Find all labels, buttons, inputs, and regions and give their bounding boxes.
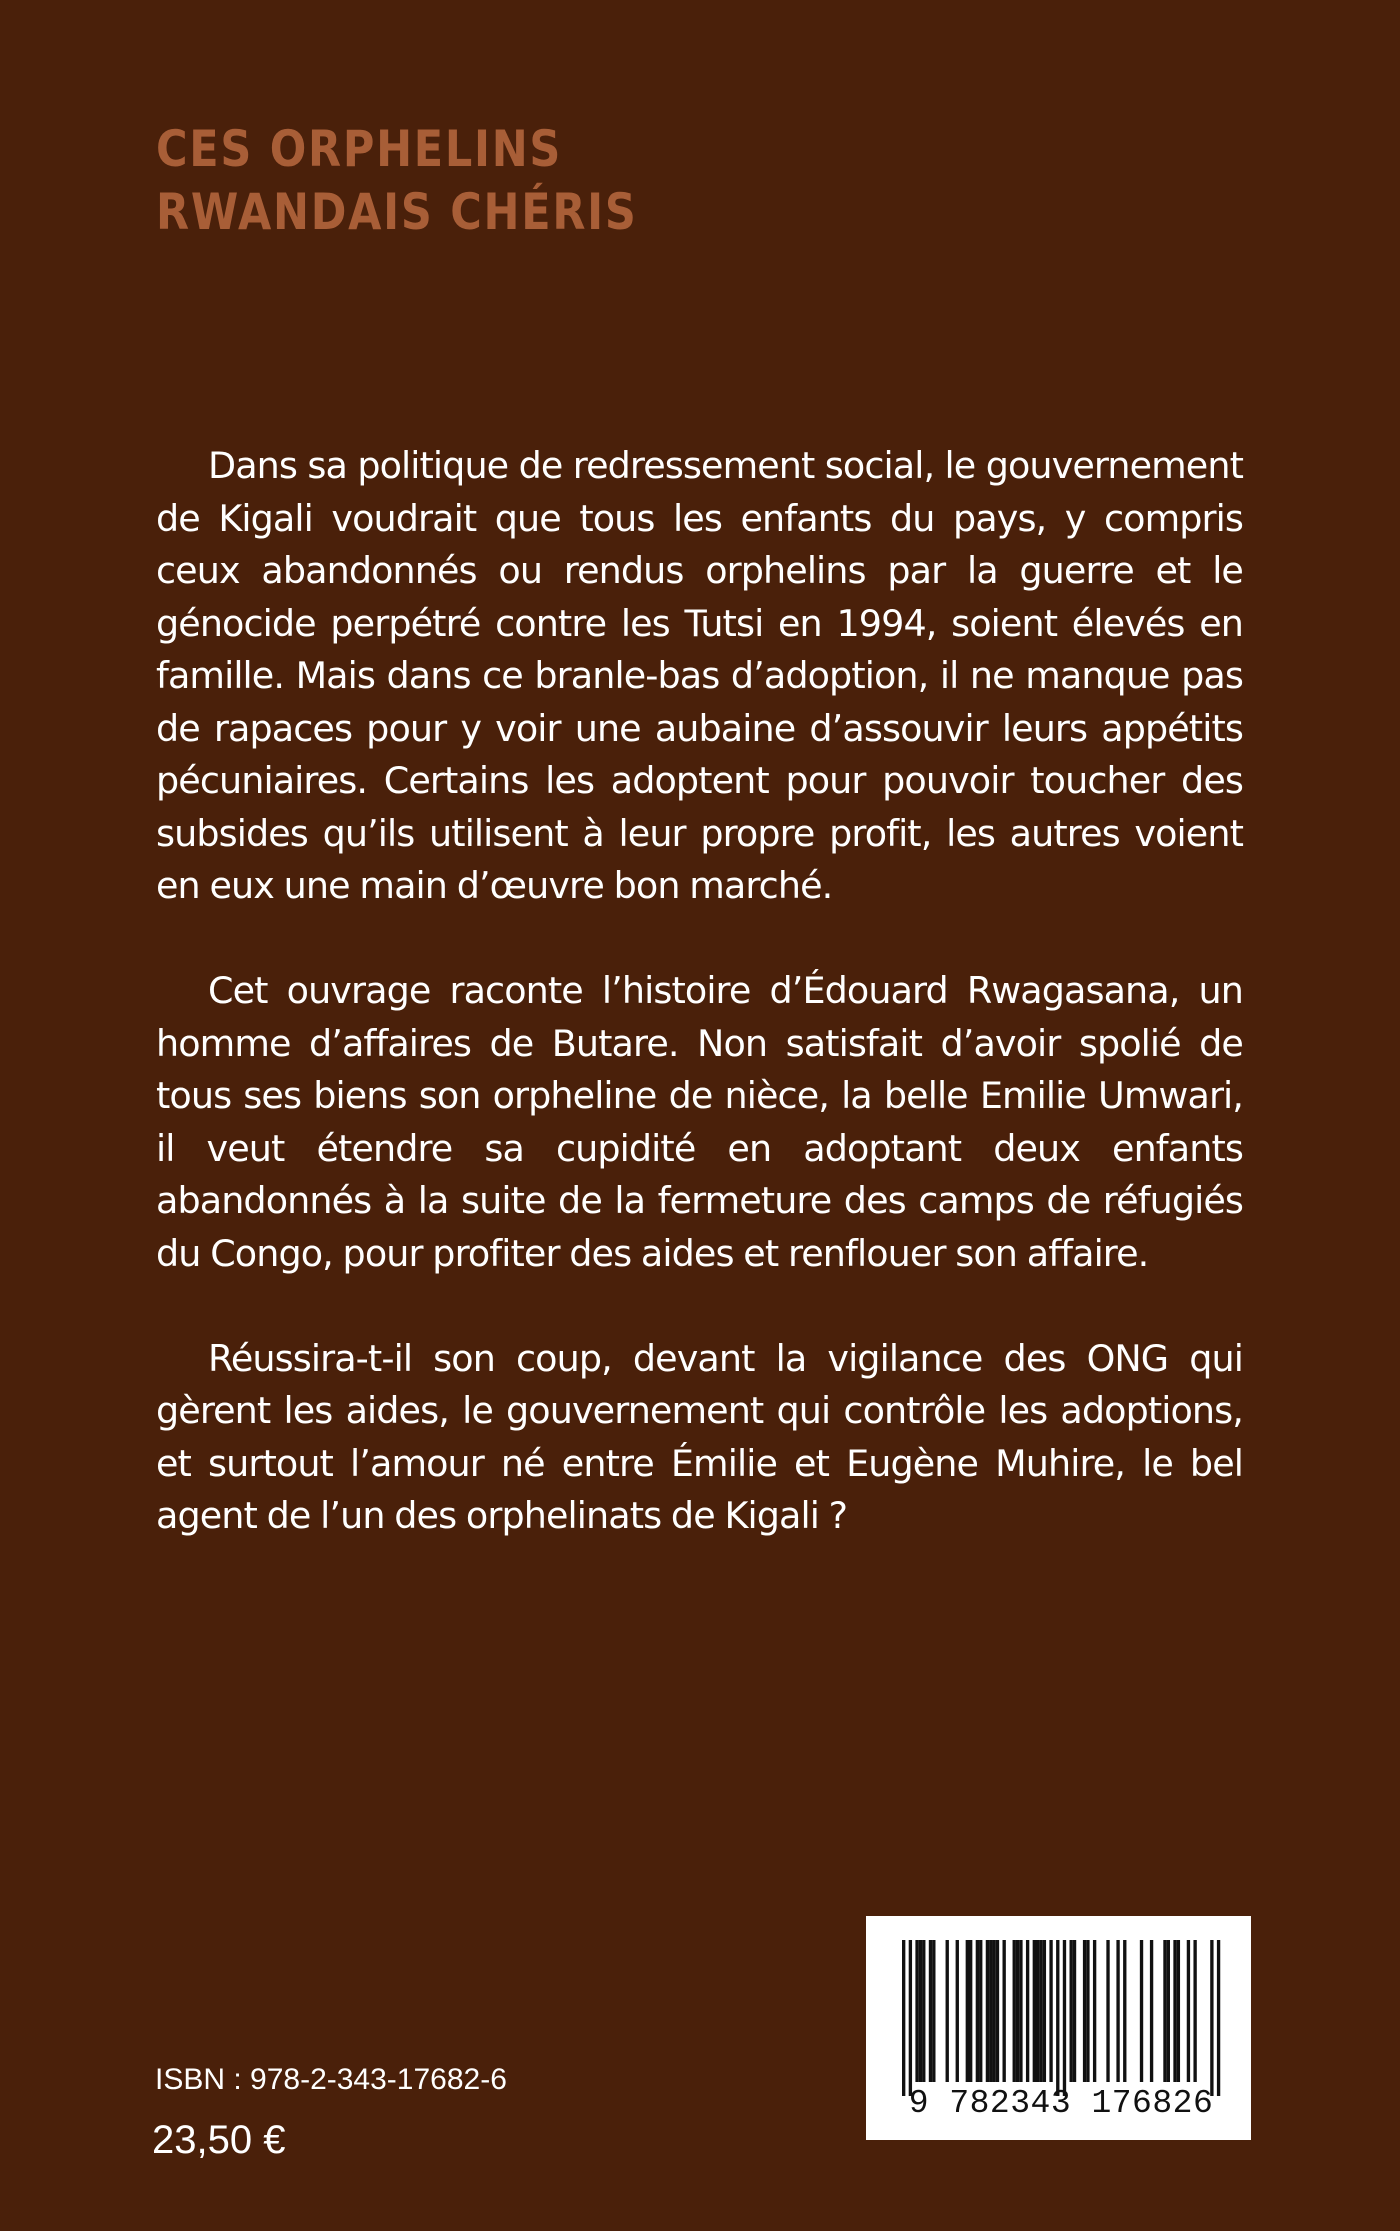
barcode-bar <box>1016 1940 1019 2082</box>
barcode-bar <box>1150 1940 1153 2082</box>
barcode-bar <box>1049 1940 1052 2082</box>
barcode-bar <box>1019 1940 1022 2082</box>
book-title-line-1: CES ORPHELINS <box>156 120 563 178</box>
synopsis-paragraph-3: Réussira-t-il son coup, devant la vigilance des ONG qui gèrent les aides, le gouvernement qui contrôle les adoptions, et surtout l’amour né entre Émilie et Eugène Muhire, le bel agent de l’un des orphelinats de Kigali ? <box>156 1336 1243 1537</box>
barcode-bar <box>1163 1940 1166 2082</box>
barcode-bar <box>986 1940 989 2082</box>
barcode-bar <box>1173 1940 1176 2082</box>
barcode-bar <box>919 1940 922 2082</box>
barcode-bar <box>915 1940 918 2082</box>
barcode-bar <box>1086 1940 1089 2082</box>
book-title <box>156 118 638 244</box>
barcode-bar <box>1026 1940 1029 2082</box>
barcode-bar <box>929 1940 932 2082</box>
barcode-bar <box>969 1940 972 2082</box>
barcode-bar <box>1106 1940 1109 2082</box>
barcode-bar <box>1083 1940 1086 2082</box>
barcode-bar <box>1123 1940 1126 2082</box>
barcode-bar <box>1036 1940 1039 2082</box>
barcode-bar <box>932 1940 935 2082</box>
barcode-bar <box>1056 1940 1059 2096</box>
barcode-bar <box>1063 1940 1066 2096</box>
barcode-bar <box>1177 1940 1180 2082</box>
barcode-bar <box>1193 1940 1196 2082</box>
barcode-bar <box>979 1940 982 2082</box>
book-title-line-2: RWANDAIS CHÉRIS <box>156 183 638 241</box>
barcode-bar <box>992 1940 995 2082</box>
barcode-bar <box>909 1940 912 2096</box>
barcode-bar <box>989 1940 992 2082</box>
price-text: 23,50 € <box>152 2118 286 2162</box>
barcode-bar <box>1033 1940 1036 2082</box>
barcode-bar <box>996 1940 999 2082</box>
barcode-bar <box>1167 1940 1170 2082</box>
barcode <box>866 1916 1251 2140</box>
barcode-bar <box>902 1940 905 2096</box>
barcode-bar <box>946 1940 949 2082</box>
barcode-bar <box>922 1940 925 2082</box>
barcode-bar <box>1116 1940 1119 2082</box>
synopsis-paragraph-1: Dans sa politique de redressement social, le gouvernement de Kigali voudrait que tous les enfants du pays, y compris ceux abandonnés ou rendus orphelins par la guerre et le génocide perpétré contre les Tutsi en 1994, soient élevés en famille. Mais dans ce branle-bas d’adoption, il ne manque pas de rapaces pour y voir une aubaine d’assouvir leurs appétits pécuniaires. Certains les adoptent pour pouvoir toucher des subsides qu’ils utilisent à leur propre profit, les autres voient en eux une main d’œuvre bon marché. <box>156 444 1243 907</box>
barcode-bar <box>1187 1940 1190 2082</box>
barcode-digits: 9 782343 176826 <box>908 2085 1214 2122</box>
barcode-bar <box>1043 1940 1046 2082</box>
barcode-bar <box>976 1940 979 2082</box>
barcode-bar <box>1013 1940 1016 2082</box>
barcode-bar <box>1039 1940 1042 2082</box>
barcode-bar <box>1217 1940 1220 2096</box>
isbn-text: ISBN : 978-2-343-17682-6 <box>155 2063 507 2096</box>
synopsis-paragraph-2: Cet ouvrage raconte l’histoire d’Édouard Rwagasana, un homme d’affaires de Butare. Non satisfait d’avoir spolié de tous ses biens son orpheline de nièce, la belle Emilie Umwari, il veut étendre sa cupidité en adoptant deux enfants abandonnés à la suite de la fermeture des camps de réfugiés du Congo, pour profiter des aides et renflouer son affaire. <box>156 969 1243 1275</box>
barcode-bar <box>966 1940 969 2082</box>
barcode-bar <box>1070 1940 1073 2082</box>
barcode-bar <box>1093 1940 1096 2082</box>
synopsis <box>156 440 1243 1595</box>
barcode-bar <box>1210 1940 1213 2096</box>
barcode-bar <box>1140 1940 1143 2082</box>
barcode-bar <box>956 1940 959 2082</box>
barcode-bar <box>1073 1940 1076 2082</box>
barcode-bar <box>1003 1940 1006 2082</box>
